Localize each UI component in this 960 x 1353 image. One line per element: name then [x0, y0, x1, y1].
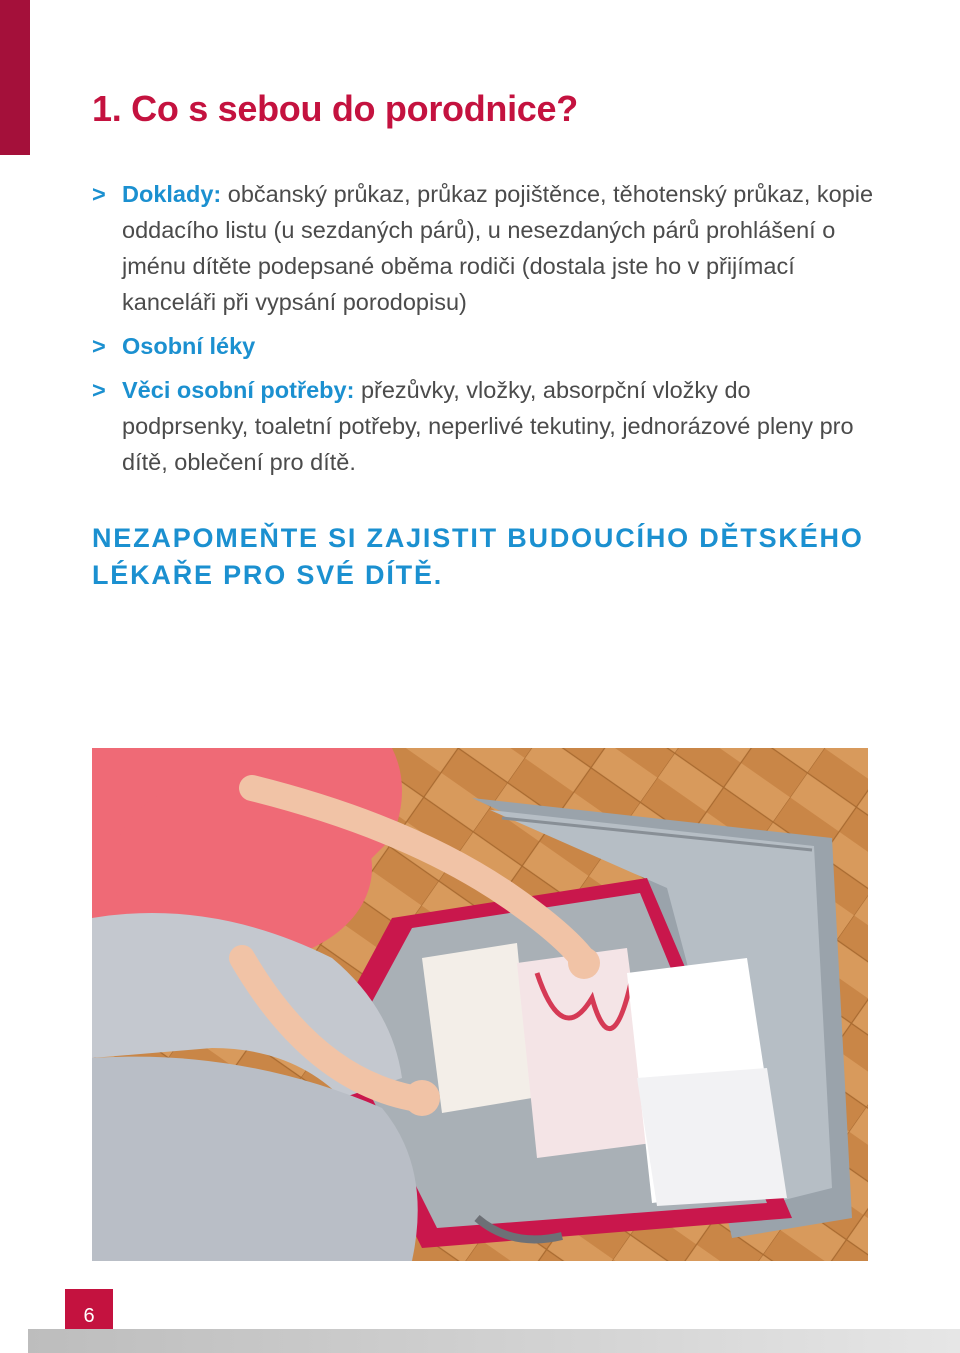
packing-suitcase-photo: [92, 748, 868, 1261]
page-number: 6: [83, 1305, 95, 1327]
bullet-arrow-icon: >: [92, 333, 106, 359]
checklist: [92, 176, 882, 488]
list-item-medication: [92, 328, 882, 364]
bottom-footer-bar: [28, 1329, 960, 1353]
item-text: přezůvky, vložky, absorpční vložky do podprsenky, toaletní potřeby, neperlivé tekutiny, jednorázové pleny pro dítě, oblečení pro dítě.: [122, 377, 854, 475]
item-key: Věci osobní potřeby:: [122, 377, 355, 403]
bullet-arrow-icon: >: [92, 377, 106, 403]
reminder-line-1: NEZAPOMEŇTE SI ZAJISTIT BUDOUCÍHO DĚTSKÉHO: [92, 523, 864, 553]
reminder-line-2: LÉKAŘE PRO SVÉ DÍTĚ.: [92, 560, 444, 590]
reminder-note: [92, 520, 892, 594]
item-text: občanský průkaz, průkaz pojištěnce, těhotenský průkaz, kopie oddacího listu (u sezdaných párů), u nesezdaných párů prohlášení o jménu dítěte podepsané oběma rodiči (dostala jste ho v přijímací kanceláři při vypsání porodopisu): [122, 181, 874, 315]
top-accent-bar: [0, 0, 30, 155]
item-key: Doklady:: [122, 181, 222, 207]
list-item-personal-items: [92, 372, 882, 480]
bullet-arrow-icon: >: [92, 181, 106, 207]
list-item-documents: [92, 176, 882, 320]
page-title: 1. Co s sebou do porodnice?: [92, 88, 578, 129]
item-key: Osobní léky: [122, 333, 256, 359]
